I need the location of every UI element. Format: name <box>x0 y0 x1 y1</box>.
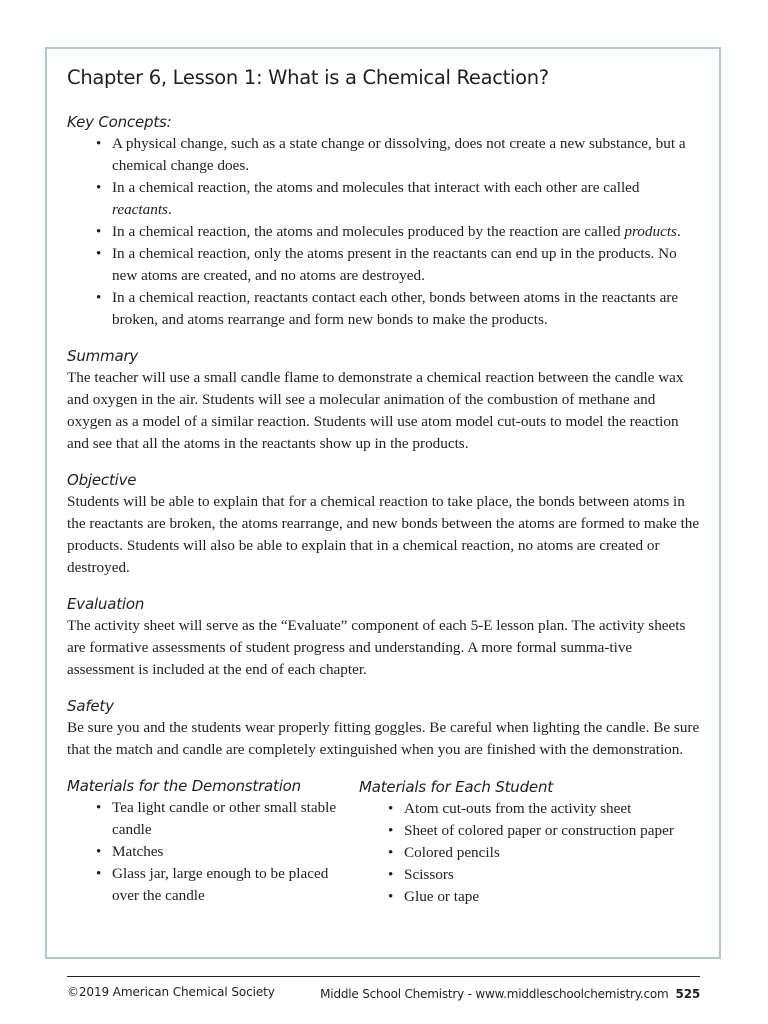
key-concepts-heading: Key Concepts: <box>67 113 172 131</box>
list-item: • Sheet of colored paper or construction paper <box>404 820 703 842</box>
list-item: • Glue or tape <box>404 886 703 908</box>
safety-heading: Safety <box>67 697 114 715</box>
bullet-icon: • <box>96 865 102 882</box>
lesson-content <box>67 60 703 915</box>
page-number: 525 <box>675 987 700 1001</box>
summary-heading: Summary <box>67 347 139 365</box>
materials-demo-heading: Materials for the Demonstration <box>67 777 301 795</box>
evaluation-heading: Evaluation <box>67 595 145 613</box>
bullet-icon: • <box>96 289 102 306</box>
list-item: • In a chemical reaction, only the atoms present in the reactants can end up in the products. No new atoms are created, and no atoms are destroyed. <box>96 245 677 284</box>
summary-section <box>67 345 703 455</box>
list-item: • Glass jar, large enough to be placed over the candle <box>96 865 329 904</box>
footer-divider <box>67 976 700 977</box>
list-item: • Matches <box>112 841 347 863</box>
list-item: • A physical change, such as a state change or dissolving, does not create a new substance, but a chemical change does. <box>96 135 686 174</box>
list-item: • In a chemical reaction, reactants contact each other, bonds between atoms in the reactants are broken, and atoms rearrange and form new bonds to make the products. <box>96 289 679 328</box>
materials-student-list <box>359 798 703 908</box>
footer-site: Middle School Chemistry - www.middleschoolchemistry.com <box>320 987 669 1001</box>
key-concepts-list <box>67 133 703 331</box>
term-products: products <box>624 223 677 240</box>
key-concepts-section <box>67 111 703 331</box>
bullet-icon: • <box>96 799 102 816</box>
bullet-icon: • <box>96 179 102 196</box>
bullet-icon: • <box>388 866 394 883</box>
term-reactants: reactants <box>112 201 168 218</box>
bullet-icon: • <box>388 822 394 839</box>
safety-section <box>67 695 703 761</box>
objective-section <box>67 469 703 579</box>
list-item: • Atom cut-outs from the activity sheet <box>404 798 703 820</box>
objective-text: Students will be able to explain that for a chemical reaction to take place, the bonds between atoms in the reactants are broken, the atoms rearrange, and new bonds between the atoms are formed to make the products. Students will also be able to explain that in a chemical reaction, no atoms are created or destroyed. <box>67 493 700 576</box>
bullet-icon: • <box>96 245 102 262</box>
bullet-icon: • <box>96 843 102 860</box>
list-item: • In a chemical reaction, the atoms and molecules that interact with each other are called reactants. <box>96 179 640 218</box>
safety-text: Be sure you and the students wear properly fitting goggles. Be careful when lighting the candle. Be sure that the match and candle are completely extinguished when you are finished with the demonstration. <box>67 719 700 758</box>
materials-student-column <box>359 776 703 908</box>
summary-text: The teacher will use a small candle flame to demonstrate a chemical reaction between the candle wax and oxygen in the air. Students will see a molecular animation of the combustion of methane and oxygen as a model of a similar reaction. Students will use atom model cut-outs to model the reaction and see that all the atoms in the reactants show up in the products. <box>67 369 684 452</box>
bullet-icon: • <box>96 223 102 240</box>
bullet-icon: • <box>388 844 394 861</box>
evaluation-text: The activity sheet will serve as the “Evaluate” component of each 5-E lesson plan. The activity sheets are formative assessments of student progress and understanding. A more formal summa-tive assessment is included at the end of each chapter. <box>67 617 686 678</box>
materials-section <box>67 775 703 915</box>
objective-heading: Objective <box>67 471 137 489</box>
footer-copyright: ©2019 American Chemical Society <box>67 985 275 999</box>
bullet-icon: • <box>388 888 394 905</box>
list-item: • Colored pencils <box>404 842 703 864</box>
bullet-icon: • <box>388 800 394 817</box>
materials-demo-column <box>67 775 347 907</box>
materials-demo-list <box>67 797 347 907</box>
list-item: • Tea light candle or other small stable candle <box>96 799 337 838</box>
page-title: Chapter 6, Lesson 1: What is a Chemical Reaction? <box>67 66 549 89</box>
footer-site-info <box>306 985 700 1003</box>
evaluation-section <box>67 593 703 681</box>
list-item: • Scissors <box>404 864 703 886</box>
bullet-icon: • <box>96 135 102 152</box>
list-item: • In a chemical reaction, the atoms and molecules produced by the reaction are called products. <box>112 221 703 243</box>
materials-student-heading: Materials for Each Student <box>359 778 553 796</box>
